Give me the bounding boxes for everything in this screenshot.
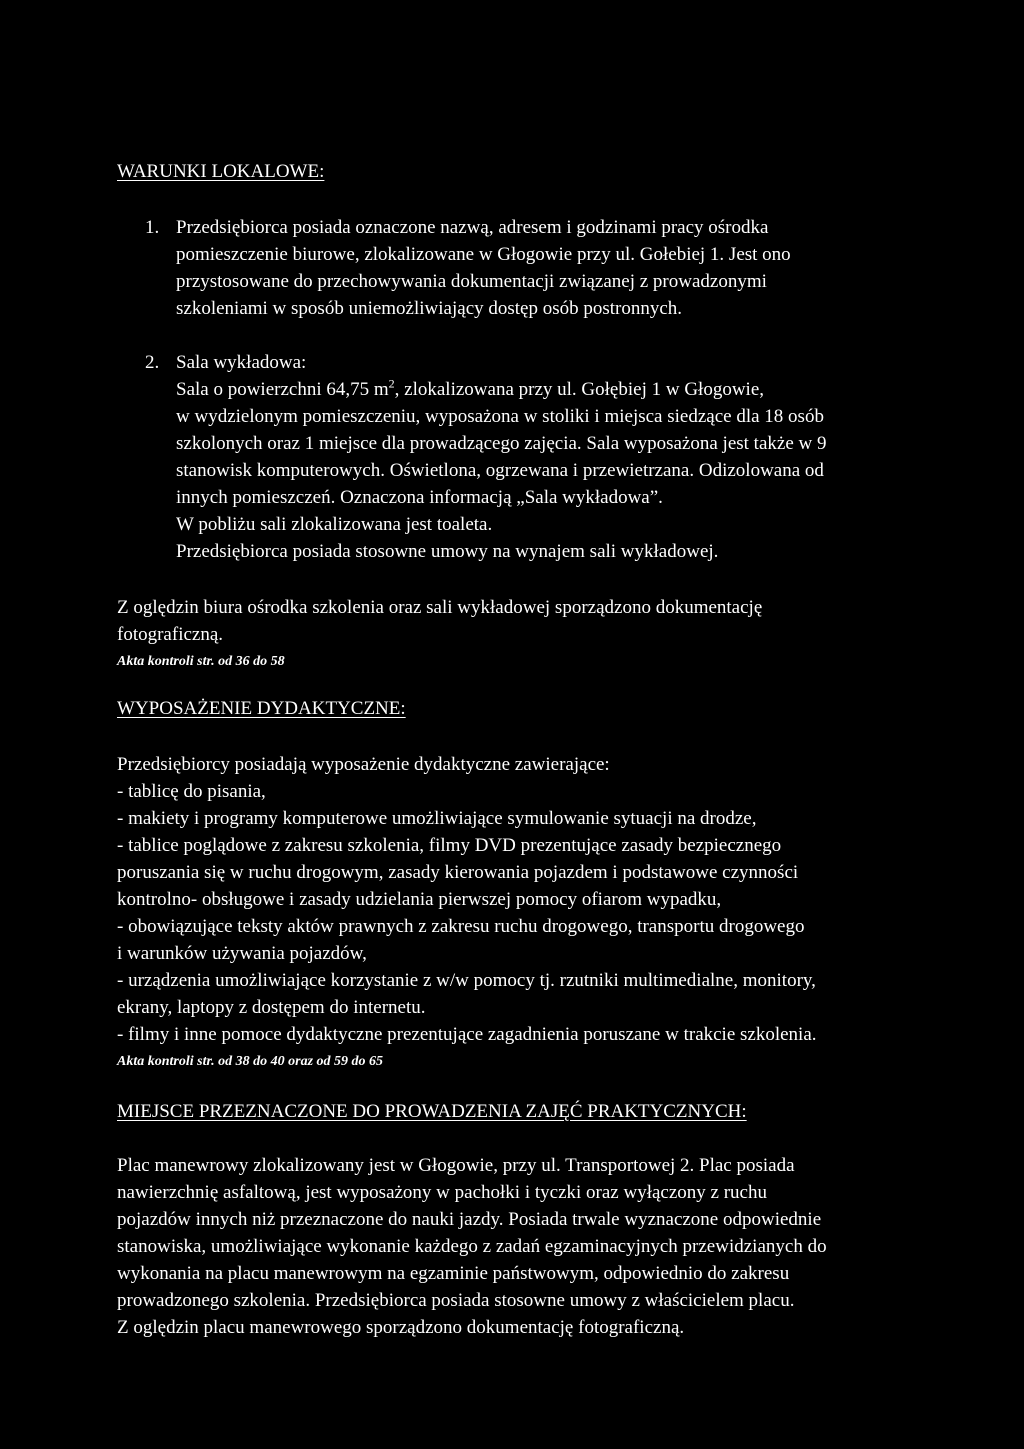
item2-line-2: w wydzielonym pomieszczeniu, wyposażona w stoliki i miejsca siedzące dla 18 osób: [176, 406, 824, 427]
item2-line-1-superscript: 2: [388, 376, 395, 391]
equipment-line-11: - filmy i inne pomoce dydaktyczne prezentujące zagadnienia poruszane w trakcie szkolenia.: [117, 1024, 817, 1045]
equipment-line-2: - tablicę do pisania,: [117, 781, 266, 802]
section-heading-wyposazenie: WYPOSAŻENIE DYDAKTYCZNE:: [117, 698, 406, 719]
item2-title: Sala wykładowa:: [176, 352, 307, 373]
practice-line-7: Z oględzin placu manewrowego sporządzono dokumentację fotograficzną.: [117, 1317, 685, 1338]
files-reference-2: Akta kontroli str. od 38 do 40 oraz od 59 do 65: [117, 1054, 384, 1069]
item2-line-7: Przedsiębiorca posiada stosowne umowy na wynajem sali wykładowej.: [176, 541, 719, 562]
item2-line-6: W pobliżu sali zlokalizowana jest toaleta.: [176, 514, 493, 535]
item1-line-3: przystosowane do przechowywania dokumentacji związanej z prowadzonymi: [176, 271, 767, 292]
practice-line-4: stanowiska, umożliwiające wykonanie każdego z zadań egzaminacyjnych przewidzianych do: [117, 1236, 827, 1257]
equipment-line-10: ekrany, laptopy z dostępem do internetu.: [117, 997, 426, 1018]
equipment-line-9: - urządzenia umożliwiające korzystanie z w/w pomocy tj. rzutniki multimedialne, monitory,: [117, 970, 816, 991]
item2-line-1-pre: Sala o powierzchni 64,75 m: [176, 379, 389, 400]
practice-line-3: pojazdów innych niż przeznaczone do nauki jazdy. Posiada trwale wyznaczone odpowiednie: [117, 1209, 822, 1230]
item2-line-3: szkolonych oraz 1 miejsce dla prowadzącego zajęcia. Sala wyposażona jest także w 9: [176, 433, 827, 454]
list-number-2: 2.: [145, 352, 160, 373]
equipment-line-8: i warunków używania pojazdów,: [117, 943, 367, 964]
item2-line-5: innych pomieszczeń. Oznaczona informacją „Sala wykładowa”.: [176, 487, 663, 508]
summary-line-2: fotograficzną.: [117, 624, 224, 645]
list-number-1: 1.: [145, 217, 160, 238]
equipment-line-5: poruszania się w ruchu drogowym, zasady kierowania pojazdem i podstawowe czynności: [117, 862, 799, 883]
section-heading-warunki-lokalowe: WARUNKI LOKALOWE:: [117, 161, 325, 182]
equipment-line-4: - tablice poglądowe z zakresu szkolenia, filmy DVD prezentujące zasady bezpiecznego: [117, 835, 782, 856]
practice-line-6: prowadzonego szkolenia. Przedsiębiorca posiada stosowne umowy z właścicielem placu.: [117, 1290, 795, 1311]
equipment-line-1: Przedsiębiorcy posiadają wyposażenie dydaktyczne zawierające:: [117, 754, 610, 775]
practice-line-1: Plac manewrowy zlokalizowany jest w Głogowie, przy ul. Transportowej 2. Plac posiada: [117, 1155, 795, 1176]
practice-line-5: wykonania na placu manewrowym na egzaminie państwowym, odpowiednio do zakresu: [117, 1263, 790, 1284]
files-reference-1: Akta kontroli str. od 36 do 58: [117, 654, 285, 669]
equipment-line-3: - makiety i programy komputerowe umożliwiające symulowanie sytuacji na drodze,: [117, 808, 757, 829]
item1-line-1-text: Przedsiębiorca posiada oznaczone nazwą, adresem i godzinami pracy ośrodka: [176, 217, 769, 238]
summary-line-1: Z oględzin biura ośrodka szkolenia oraz sali wykładowej sporządzono dokumentację: [117, 597, 763, 618]
equipment-line-7: - obowiązujące teksty aktów prawnych z zakresu ruchu drogowego, transportu drogowego: [117, 916, 805, 937]
item2-line-1: [176, 377, 764, 403]
item2-line-1-post: , zlokalizowana przy ul. Gołębiej 1 w Głogowie,: [394, 379, 764, 400]
section-heading-miejsce-zajec: MIEJSCE PRZEZNACZONE DO PROWADZENIA ZAJĘĆ PRAKTYCZNYCH:: [117, 1101, 747, 1122]
practice-line-2: nawierzchnię asfaltową, jest wyposażony w pachołki i tyczki oraz wyłączony z ruchu: [117, 1182, 767, 1203]
equipment-line-6: kontrolno- obsługowe i zasady udzielania pierwszej pomocy ofiarom wypadku,: [117, 889, 722, 910]
item2-line-4: stanowisk komputerowych. Oświetlona, ogrzewana i przewietrzana. Odizolowana od: [176, 460, 824, 481]
item1-line-1: [176, 215, 896, 241]
item1-line-4: szkoleniami w sposób uniemożliwiający dostęp osób postronnych.: [176, 298, 683, 319]
item1-line-2: pomieszczenie biurowe, zlokalizowane w Głogowie przy ul. Gołebiej 1. Jest ono: [176, 244, 791, 265]
